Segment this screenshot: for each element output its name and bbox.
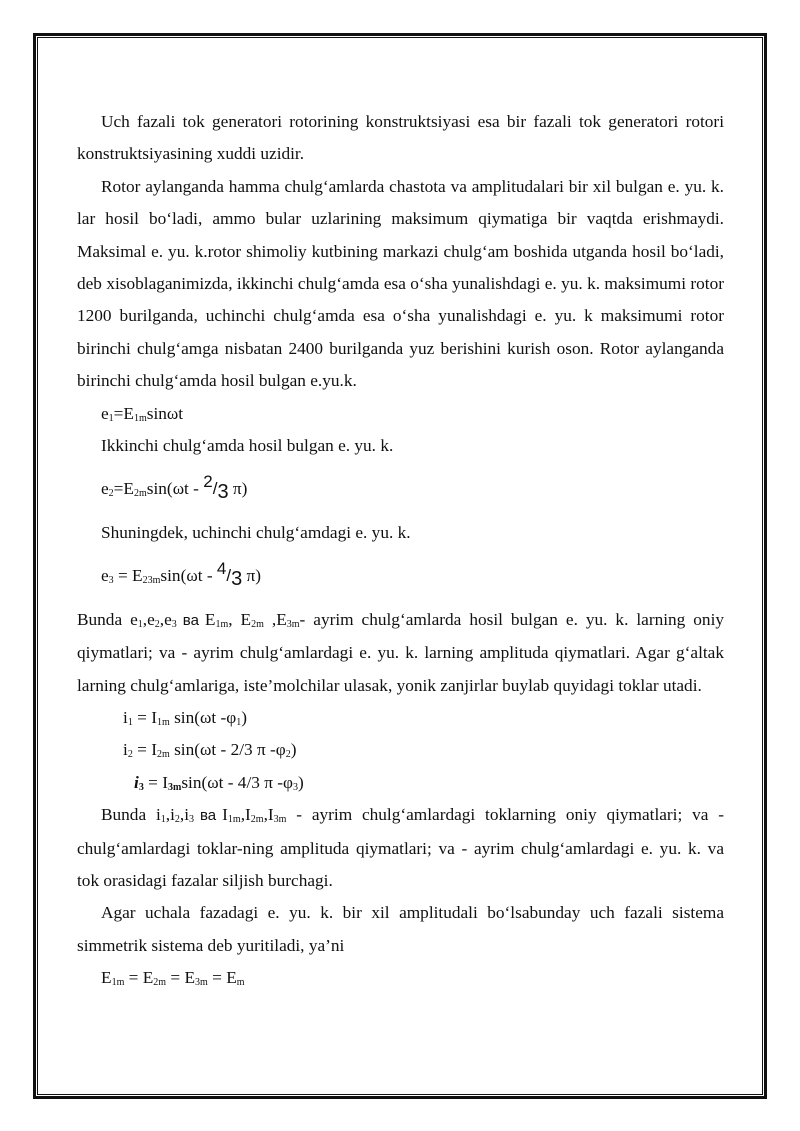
equation-e3: $e_3 = E_{23m}\sin(\omega t - 4/3$ π) bbox=[101, 559, 262, 591]
paragraph-symmetric-system: Agar uchala fazadagi e. yu. k. bir xil amplitudali bo‘lsabunday uch fazali sistema simmetrik sistema deb yuritiladi, ya’ni bbox=[77, 903, 724, 955]
equation-e1: $e_1=E_{1m}\sin\omega t$ bbox=[101, 403, 184, 424]
equation-i1: $i_1 = I_{1m}$ sin(ωt $-\varphi_1$) bbox=[123, 707, 247, 728]
paragraph-rotor-construction: Uch fazali tok generatori rotorining konstruktsiyasi esa bir fazali tok generatori rotori konstruktsiyasining xuddi uzidir. bbox=[77, 112, 724, 164]
paragraph-emf-description: Rotor aylanganda hamma chulg‘amlarda chastota va amplitudalari bir xil bulgan e. yu. k. lar hosil bo‘ladi, ammo bular uzlarining maksimum qiymatiga bir vaqtda erishmaydi. Maksimal e. yu. k.rotor shimoliy kutbining markazi chulg‘am boshida utganda hosil bo‘ladi, deb xisoblaganimizda, ikkinchi chulg‘amda esa o‘sha yunalishdagi e. yu. k. maksimumi rotor 1200 burilganda, uchinchi chulg‘amda esa o‘sha yunalishdagi e. yu. k maksimumi rotor birinchi chulg‘amga nisbatan 2400 burilganda yuz berishini kurish oson. Rotor aylanganda birinchi chulg‘amda hosil bulgan e.yu.k. bbox=[77, 176, 724, 391]
equation-i2: $i_2 = I_{2m}$ sin(ωt - 2/3 π $-\varphi_2$) bbox=[123, 740, 297, 761]
equation-e2: $e_2=E_{2m}\sin(\omega t - 2/3$ π) bbox=[101, 472, 248, 504]
document-body bbox=[77, 106, 724, 995]
equation-i3: $i_3 = I_{3m}\sin(\omega t - 4/3$ π $-\varphi_3$) bbox=[134, 772, 304, 793]
text-second-winding: Ikkinchi chulg‘amda hosil bulgan e. yu. k. bbox=[101, 436, 394, 456]
text-third-winding: Shuningdek, uchinchi chulg‘amdagi e. yu. k. bbox=[101, 522, 411, 542]
fraction-two-thirds: 2/3 bbox=[203, 472, 229, 504]
paragraph-instantaneous-values: Bunda $e_1,e_2,e_3$ ва $E_{1m}$, $E_{2m}$ $,E_{3m}-$ ayrim chulg‘amlarda hosil bulgan e. yu. k. larning oniy qiymatlari; va - ayrim chulg‘amlardagi e. yu. k. larning amplituda qiymatlari. Agar g‘altak larning chulg‘amlariga, iste’molchilar ulasak, yonik zanjirlar buylab quyidagi toklar utadi. bbox=[77, 609, 725, 695]
fraction-four-thirds: 4/3 bbox=[216, 559, 243, 591]
equation-amplitudes-equal: $E_{1m} = E_{2m} = E_{3m} = E_m$ bbox=[101, 968, 245, 989]
paragraph-current-values: Bunda $i_1,i_2,i_3$ ва $I_{1m},I_{2m},I_{3m}$ - ayrim chulg‘amlardagi toklarning oniy qiymatlari; va - chulg‘amlardagi toklar-ning amplituda qiymatlari; va - ayrim chulg‘amlardagi e. yu. k. va tok orasidagi fazalar siljish burchagi. bbox=[77, 805, 724, 890]
